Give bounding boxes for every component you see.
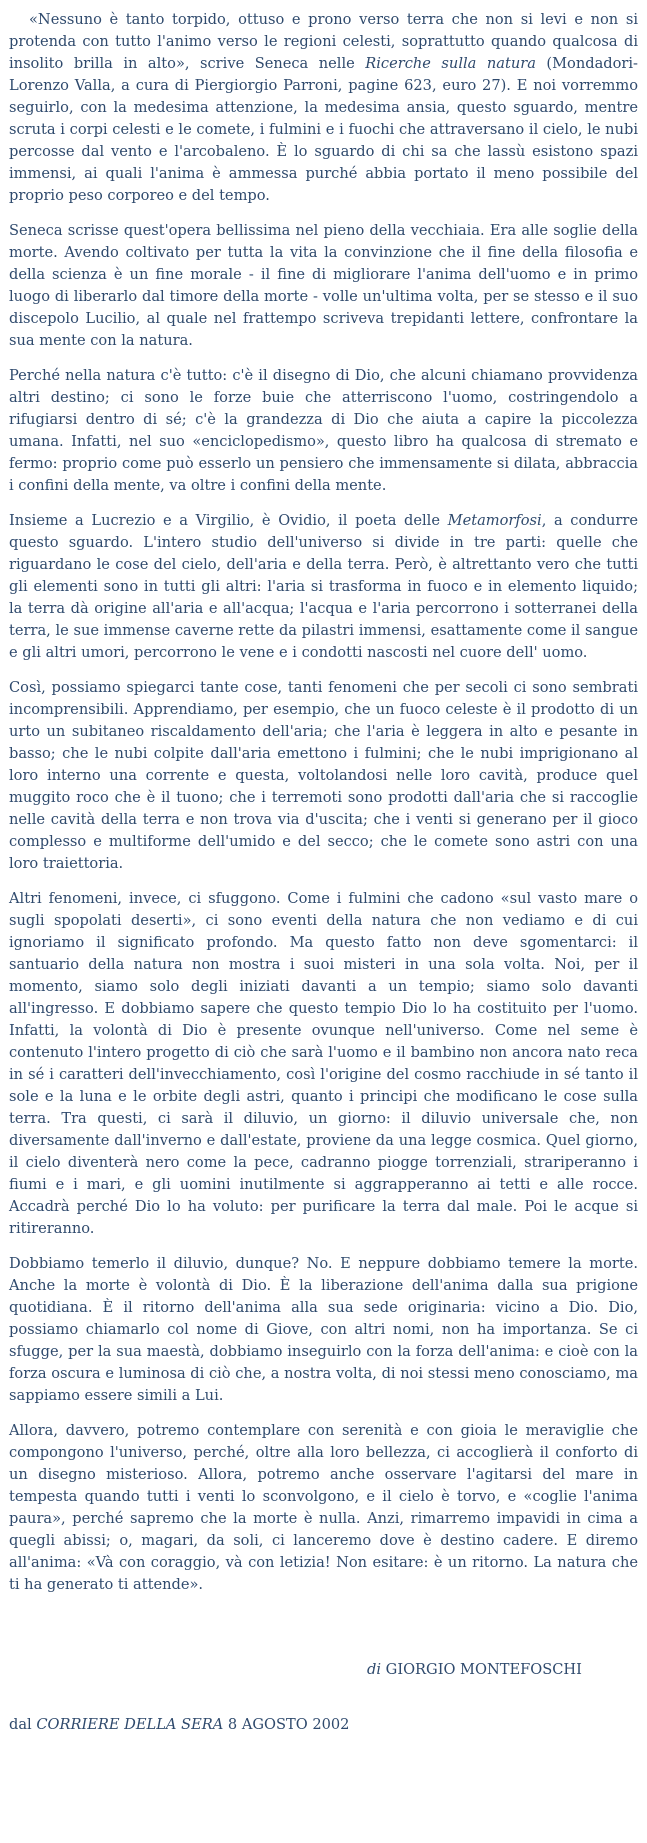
article-paragraph-5: Così, possiamo spiegarci tante cose, tanti fenomeni che per secoli ci sono sembrati incomprensibili. Apprendiamo, per esempio, che un fuoco celeste è il prodotto di un urto un subitaneo riscaldamento dell'aria; che l'aria è leggera in alto e pesante in basso; che le nubi colpite dall'aria emettono i fulmini; che le nubi imprigionano al loro interno una corrente e questa, voltolandosi nelle loro cavità, produce quel muggito roco che è il tuono; che i terremoti sono prodotti dall'aria che si raccoglie nelle cavità della terra e non trova via d'uscita; che i venti si generano per il gioco complesso e multiforme dell'umido e del secco; che le comete sono astri con una loro traiettoria.: [9, 679, 638, 872]
signature-prefix: di: [367, 1661, 382, 1678]
paragraph-text: (Mondadori-Lorenzo Valla, a cura di Piergiorgio Parroni, pagine 623, euro 27). E noi vorremmo seguirlo, con la medesima attenzione, la medesima ansia, questo sguardo, mentre scruta i corpi celesti e le comete, i fulmini e i fuochi che attraversano il cielo, le nubi percosse dal vento e l'arcobaleno. È lo sguardo di chi sa che lassù esistono spazi immensi, ai quali l'anima è ammessa purché abbia portato il meno possibile del proprio peso corporeo e del tempo.: [9, 55, 638, 204]
article-paragraph-6: Altri fenomeni, invece, ci sfuggono. Come i fulmini che cadono «sul vasto mare o sugli spopolati deserti», ci sono eventi della natura che non vediamo e di cui ignoriamo il significato profondo. Ma questo fatto non deve sgomentarci: il santuario della natura non mostra i suoi misteri in una sola volta. Noi, per il momento, siamo solo degli iniziati davanti a un tempio; siamo solo davanti all'ingresso. E dobbiamo sapere che questo tempio Dio lo ha costituito per l'uomo. Infatti, la volontà di Dio è presente ovunque nell'universo. Come nel seme è contenuto l'intero progetto di ciò che sarà l'uomo e il bambino non ancora nato reca in sé i caratteri dell'invecchiamento, così l'origine del cosmo racchiude in sé tanto il sole e la luna e le orbite degli astri, quanto i principi che modificano le cose sulla terra. Tra questi, ci sarà il diluvio, un giorno: il diluvio universale che, non diversamente dall'inverno e dall'estate, proviene da una legge cosmica. Quel giorno, il cielo diventerà nero come la pece, cadranno piogge torrenziali, strariperanno i fiumi e i mari, e gli uomini inutilmente si aggrapperanno ai tetti e alle rocce. Accadrà perché Dio lo ha voluto: per purificare la terra dal male. Poi le acque si ritireranno.: [9, 890, 638, 1237]
article-body: [9, 9, 638, 1609]
article-paragraph-2: Seneca scrisse quest'opera bellissima nel pieno della vecchiaia. Era alle soglie della morte. Avendo coltivato per tutta la vita la convinzione che il fine della filosofia e della scienza è un fine morale - il fine di migliorare l'anima dell'uomo e in primo luogo di liberarlo dal timore della morte - volle un'ultima volta, per se stesso e il suo discepolo Lucilio, al quale nel frattempo scriveva trepidanti lettere, confrontare la sua mente con la natura.: [9, 222, 638, 349]
newspaper-name: CORRIERE DELLA SERA: [36, 1716, 224, 1733]
article-paragraph-4: [9, 510, 638, 664]
article-paragraph-1: [9, 9, 638, 207]
article-paragraph-8: Allora, davvero, potremo contemplare con serenità e con gioia le meraviglie che compongono l'universo, perché, oltre alla loro bellezza, ci accoglierà il conforto di un disegno misterioso. Allora, potremo anche osservare l'agitarsi del mare in tempesta quando tutti i venti lo sconvolgono, e il cielo è torvo, e «coglie l'anima paura», perché sapremo che la morte è nulla. Anzi, rimarremo impavidi in cima a quegli abissi; o, magari, da soli, ci lanceremo dove è destino cadere. E diremo all'anima: «Và con coraggio, và con letizia! Non esitare: è un ritorno. La natura che ti ha generato ti attende».: [9, 1422, 638, 1593]
author-name: GIORGIO MONTEFOSCHI: [385, 1661, 582, 1678]
article-paragraph-7: Dobbiamo temerlo il diluvio, dunque? No. E neppure dobbiamo temere la morte. Anche la morte è volontà di Dio. È la liberazione dell'anima dalla sua prigione quotidiana. È il ritorno dell'anima alla sua sede originaria: vicino a Dio. Dio, possiamo chiamarlo col nome di Giove, con altri nomi, non ha importanza. Se ci sfugge, per la sua maestà, dobbiamo inseguirlo con la forza dell'anima: e cioè con la forza oscura e luminosa di ciò che, a nostra volta, di noi stessi meno conosciamo, ma sappiamo essere simili a Lui.: [9, 1255, 638, 1404]
publication-date: 8 AGOSTO 2002: [227, 1716, 350, 1733]
paragraph-text: «Nessuno è tanto torpido, ottuso e prono verso terra che non si levi e non si protenda con tutto l'animo verso le regioni celesti, soprattutto quando qualcosa di insolito brilla in alto», scrive Seneca nelle: [9, 11, 638, 72]
book-title: Ricerche sulla natura: [365, 55, 536, 72]
source-prefix: dal: [9, 1716, 32, 1733]
source-line: [9, 1714, 349, 1736]
paragraph-text: Insieme a Lucrezio e a Virgilio, è Ovidio, il poeta delle: [9, 512, 448, 529]
work-title: Metamorfosi: [447, 512, 542, 529]
article-paragraph-3: Perché nella natura c'è tutto: c'è il disegno di Dio, che alcuni chiamano provvidenza altri destino; ci sono le forze buie che atterriscono l'uomo, costringendolo a rifugiarsi dentro di sé; c'è la grandezza di Dio che aiuta a capire la piccolezza umana. Infatti, nel suo «enciclopedismo», questo libro ha qualcosa di stremato e fermo: proprio come può esserlo un pensiero che immensamente si dilata, abbraccia i confini della mente, va oltre i confini della mente.: [9, 367, 638, 494]
author-signature: [367, 1659, 582, 1681]
paragraph-text: , a condurre questo sguardo. L'intero studio dell'universo si divide in tre parti: quelle che riguardano le cose del cielo, dell'aria e della terra. Però, è altrettanto vero che tutti gli elementi sono in tutti gli altri: l'aria si trasforma in fuoco e in elemento liquido; la terra dà origine all'aria e all'acqua; l'acqua e l'aria percorrono i sotterranei della terra, le sue immense caverne rette da pilastri immensi, esattamente come il sangue e gli altri umori, percorrono le vene e i condotti nascosti nel cuore dell' uomo.: [9, 512, 638, 661]
